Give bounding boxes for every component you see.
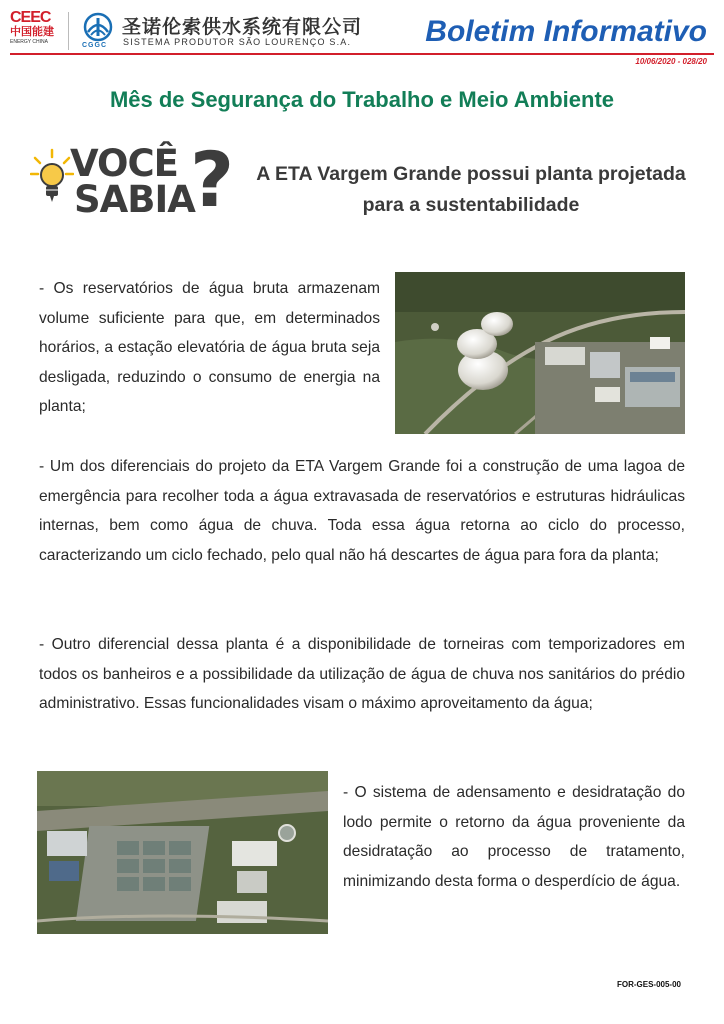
energy-china-logo-cn: 中国能建	[10, 26, 54, 38]
energy-china-logo-en: ENERGY CHINA	[10, 39, 48, 45]
treatment-plant-aerial-photo	[37, 771, 328, 934]
company-name-chinese: 圣诺伦索供水系统有限公司	[122, 17, 363, 38]
reservoir-aerial-photo	[395, 272, 685, 434]
cggc-logo-text: CGGC	[82, 42, 107, 49]
form-code: FOR-GES-005-00	[616, 980, 681, 989]
voce-sabia-badge	[30, 135, 240, 228]
paragraph-reservoirs: - Os reservatórios de água bruta armazenam volume suficiente para que, em determinados horários, a estação elevatória de água bruta seja desligada, reduzindo o consumo de energia na planta;	[39, 280, 380, 416]
paragraph-sludge: - O sistema de adensamento e desidratação do lodo permite o retorno da água proveniente da desidratação ao processo de tratamento, minimizando desta forma o desperdício de água.	[343, 784, 685, 890]
company-name-portuguese: SISTEMA PRODUTOR SÃO LOURENÇO S.A.	[123, 37, 352, 47]
subheadline: A ETA Vargem Grande possui planta projetada para a sustentabilidade	[256, 163, 686, 216]
paragraph-emergency-lagoon: - Um dos diferenciais do projeto da ETA Vargem Grande foi a construção de uma lagoa de emergência para recolher toda a água extravasada de reservatórios e estruturas hidráulicas internas, bem como água de chuva. Toda essa água retorna ao ciclo do processo, caracterizando um ciclo fechado, pelo qual não há descartes de água para fora da planta;	[39, 458, 685, 564]
date-reference: 10/06/2020 - 028/20	[635, 57, 707, 66]
paragraph-faucets: - Outro diferencial dessa planta é a disponibilidade de torneiras com temporizadores em todos os banheiros e a possibilidade da utilização de água de chuva nos sanitários do prédio administrativo. Essas funcionalidades visam o máximo aproveitamento da água;	[39, 636, 685, 713]
question-mark: ?	[190, 135, 235, 224]
header-divider	[10, 53, 714, 55]
energy-china-logo-mark: CEEC	[10, 9, 51, 26]
page-headline: Mês de Segurança do Trabalho e Meio Ambiente	[109, 87, 615, 112]
sabia-text: SABIA	[74, 178, 195, 221]
lightbulb-icon	[30, 148, 74, 208]
bulletin-title: Boletim Informativo	[425, 15, 707, 48]
voce-text: VOCÊ	[70, 142, 178, 185]
